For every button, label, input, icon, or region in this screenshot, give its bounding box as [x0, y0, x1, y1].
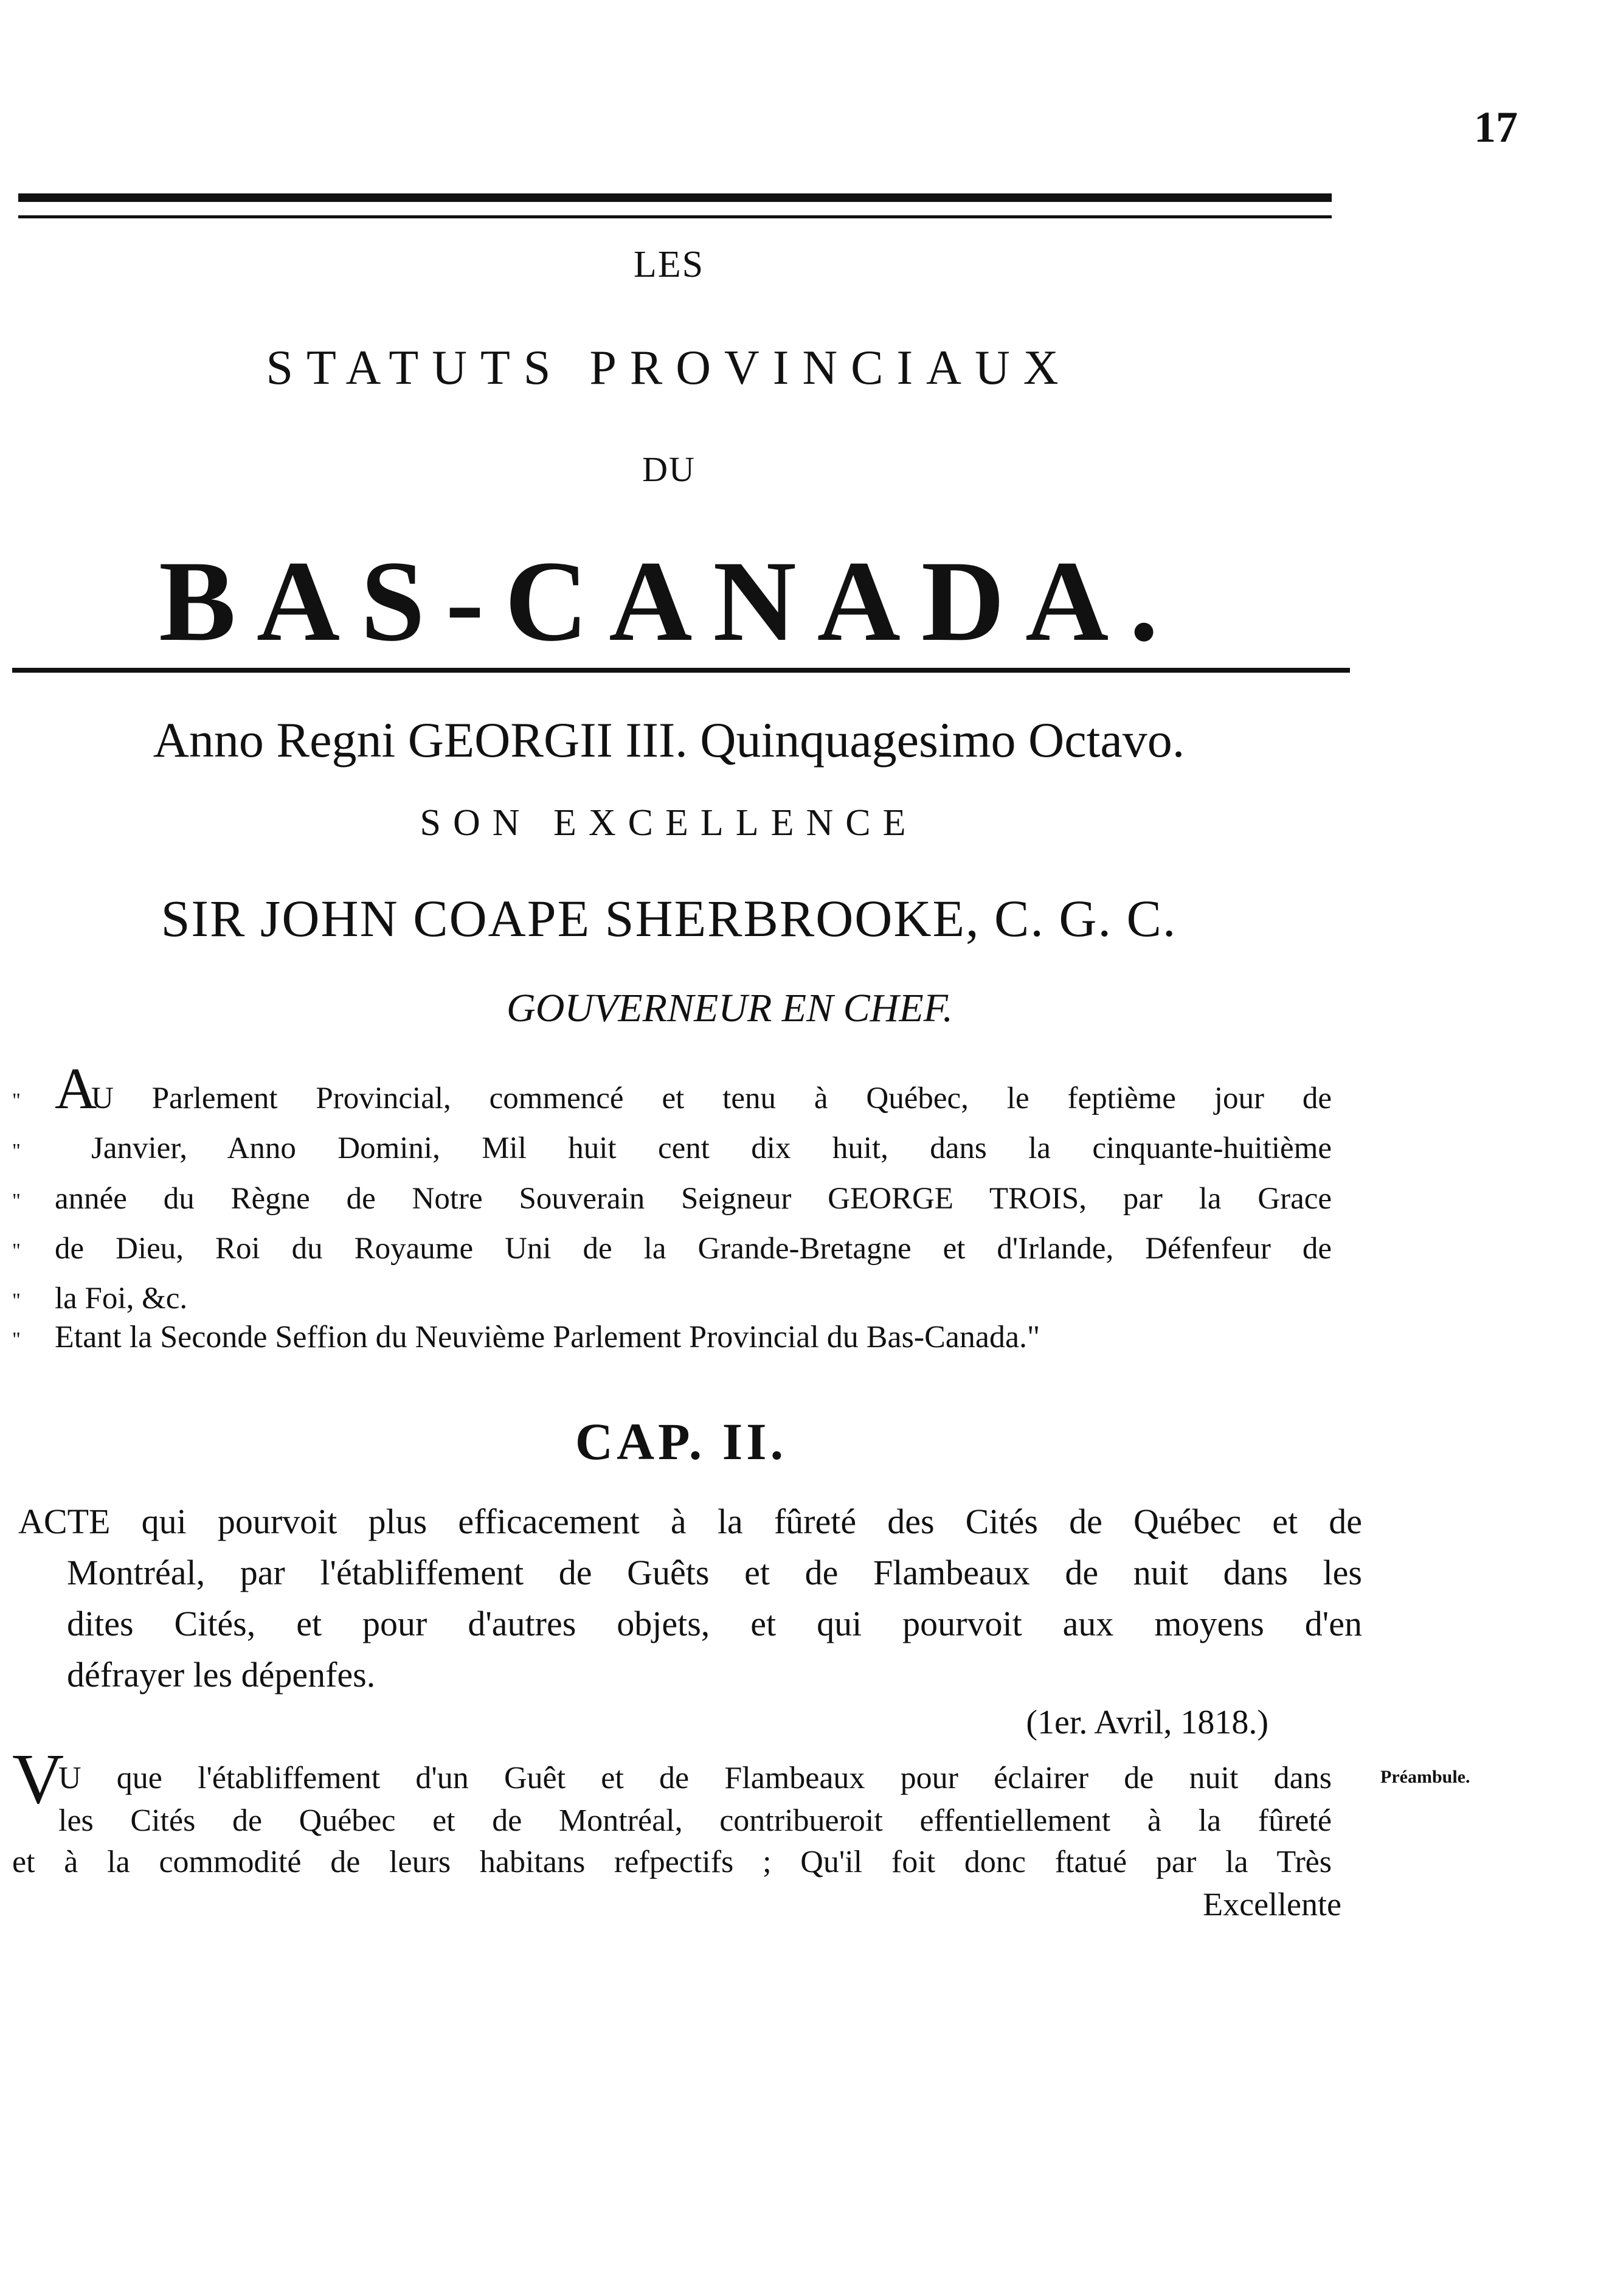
governor-title: GOUVERNEUR EN CHEF.: [507, 986, 953, 1030]
title-province: BAS-CANADA.: [159, 538, 1179, 665]
session-note-block: [12, 1314, 1332, 1364]
governor-name: SIR JOHN COAPE SHERBROOKE, C. G. C.: [161, 889, 1177, 948]
session-line: " de Dieu, Roi du Royaume Uni de la Grande-Bretagne et d'Irlande, Défenfeur de: [12, 1231, 1332, 1266]
catchword: Excellente: [1203, 1886, 1341, 1923]
act-title-line: ACTE qui pourvoit plus efficacement à la fûreté des Cités de Québec et de: [18, 1502, 1362, 1541]
title-du: DU: [642, 449, 696, 489]
preamble-paragraph: [12, 1739, 1332, 1883]
session-line-text: U Parlement Provincial, commencé et tenu à Québec, le feptième jour de: [91, 1081, 1332, 1115]
son-excellence: SON EXCELLENCE: [420, 802, 918, 844]
preamble-line: et à la commodité de leurs habitans refpectifs ; Qu'il foit donc ftatué par la Très: [12, 1845, 1332, 1879]
act-title-line: défrayer les dépenfes.: [67, 1655, 376, 1694]
quote-mark: ": [12, 1089, 21, 1112]
chapter-heading: CAP. II.: [575, 1412, 787, 1471]
session-line-text: de Dieu, Roi du Royaume Uni de la Grande-Bretagne et d'Irlande, Défenfeur de: [55, 1231, 1332, 1266]
session-line-text: année du Règne de Notre Souverain Seigneur GEORGE TROIS, par la Grace: [55, 1181, 1332, 1216]
page-number: 17: [1474, 103, 1518, 151]
session-line: " année du Règne de Notre Souverain Seigneur GEORGE TROIS, par la Grace: [12, 1181, 1332, 1216]
drop-cap: V: [12, 1739, 64, 1819]
session-line: [12, 1056, 1332, 1125]
title-statuts: STATUTS PROVINCIAUX: [266, 341, 1072, 395]
session-line-text: la Foi, &c.: [55, 1282, 188, 1316]
session-note-line: " Etant la Seconde Seffion du Neuvième Parlement Provincial du Bas-Canada.": [12, 1320, 1040, 1354]
margin-note: Préambule.: [1380, 1767, 1470, 1787]
session-paragraph: [12, 1056, 1332, 1325]
drop-cap: A: [55, 1056, 97, 1121]
session-line: " Janvier, Anno Domini, Mil huit cent dix huit, dans la cinquante-huitième: [12, 1131, 1332, 1166]
preamble-line-text: U que l'établiffement d'un Guêt et de Flambeaux pour éclairer de nuit dans: [58, 1761, 1332, 1795]
act-date: (1er. Avril, 1818.): [1026, 1704, 1268, 1741]
act-title-line: dites Cités, et pour d'autres objets, et qui pourvoit aux moyens d'en: [67, 1604, 1362, 1643]
act-title-line: Montréal, par l'établiffement de Guêts et de Flambeaux de nuit dans les: [67, 1553, 1362, 1592]
top-rule: [18, 193, 1332, 218]
preamble-line: les Cités de Québec et de Montréal, contribueroit effentiellement à la fûreté: [58, 1803, 1332, 1838]
middle-rule: [12, 668, 1350, 678]
regnal-line: Anno Regni GEORGII III. Quinquagesimo Octavo.: [153, 712, 1185, 768]
session-line-text: Janvier, Anno Domini, Mil huit cent dix huit, dans la cinquante-huitième: [91, 1131, 1332, 1166]
session-note: Etant la Seconde Seffion du Neuvième Parlement Provincial du Bas-Canada.": [55, 1320, 1040, 1354]
preamble-line: [12, 1739, 1332, 1819]
act-title: [18, 1496, 1362, 1701]
session-line: " la Foi, &c.: [12, 1282, 188, 1316]
title-les: LES: [633, 244, 705, 285]
